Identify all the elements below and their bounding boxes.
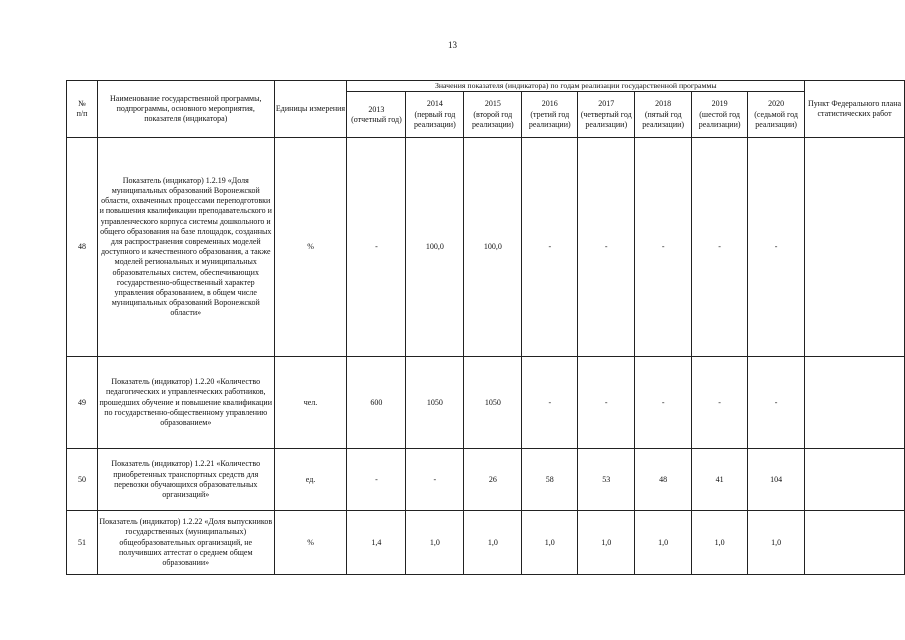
- row-number: 49: [67, 357, 98, 449]
- header-num: № п/п: [67, 81, 98, 138]
- indicator-name: Показатель (индикатор) 1.2.20 «Количество педагогических и управленческих работников, прошедших обучение и повышение квалификации по государственно-общественному управлению образованием»: [97, 357, 274, 449]
- header-year-cell: 2016 (третий год реализации): [522, 92, 578, 138]
- value-cell: 600: [347, 357, 406, 449]
- value-cell: 1,0: [522, 511, 578, 575]
- value-cell: -: [578, 138, 635, 357]
- value-cell: 1,0: [692, 511, 748, 575]
- value-cell: -: [635, 357, 692, 449]
- header-unit: Единицы измерения: [274, 81, 347, 138]
- header-year-cell: 2019 (шестой год реализации): [692, 92, 748, 138]
- value-cell: -: [522, 138, 578, 357]
- unit-cell: %: [274, 511, 347, 575]
- value-cell: -: [692, 357, 748, 449]
- table-row: [67, 357, 905, 449]
- value-cell: 100,0: [406, 138, 464, 357]
- indicator-name: Показатель (индикатор) 1.2.19 «Доля муниципальных образований Воронежской области, охваченных процессами переподготовки и повышения квалификации преподавательского и управленческого корпуса системы дошкольного и общего образования на базе площадок, созданных для распространения современных моделей доступного и качественного образования, а также моделей региональных и муниципальных образовательных систем, обеспечивающих государственно-общественный характер управления образованием, в общем числе муниципальных образований Воронежской области»: [97, 138, 274, 357]
- indicator-name: Показатель (индикатор) 1.2.21 «Количество приобретенных транспортных средств для перевозки обучающихся образовательных организаций»: [97, 449, 274, 511]
- header-values-group: Значения показателя (индикатора) по годам реализации государственной программы: [347, 81, 805, 92]
- value-cell: 1050: [464, 357, 522, 449]
- unit-cell: чел.: [274, 357, 347, 449]
- value-cell: -: [406, 449, 464, 511]
- value-cell: 26: [464, 449, 522, 511]
- row-number: 51: [67, 511, 98, 575]
- value-cell: -: [692, 138, 748, 357]
- value-cell: 53: [578, 449, 635, 511]
- value-cell: 1,0: [748, 511, 805, 575]
- header-year-cell: 2018 (пятый год реализации): [635, 92, 692, 138]
- header-year-cell: 2020 (седьмой год реализации): [748, 92, 805, 138]
- value-cell: 41: [692, 449, 748, 511]
- value-cell: 1050: [406, 357, 464, 449]
- header-year-cell: 2013 (отчетный год): [347, 92, 406, 138]
- value-cell: 1,0: [635, 511, 692, 575]
- plan-cell: [805, 449, 905, 511]
- value-cell: -: [635, 138, 692, 357]
- unit-cell: ед.: [274, 449, 347, 511]
- value-cell: -: [347, 449, 406, 511]
- value-cell: -: [578, 357, 635, 449]
- row-number: 48: [67, 138, 98, 357]
- page-number: 13: [448, 40, 457, 50]
- value-cell: 1,0: [464, 511, 522, 575]
- unit-cell: %: [274, 138, 347, 357]
- header-year-cell: 2014 (первый год реализации): [406, 92, 464, 138]
- value-cell: 1,0: [578, 511, 635, 575]
- indicators-table: [66, 80, 905, 575]
- value-cell: -: [748, 138, 805, 357]
- header-year-cell: 2017 (четвертый год реализации): [578, 92, 635, 138]
- value-cell: 48: [635, 449, 692, 511]
- value-cell: 1,0: [406, 511, 464, 575]
- plan-cell: [805, 138, 905, 357]
- value-cell: -: [347, 138, 406, 357]
- plan-cell: [805, 357, 905, 449]
- value-cell: -: [748, 357, 805, 449]
- header-year-cell: 2015 (второй год реализации): [464, 92, 522, 138]
- table-row: [67, 511, 905, 575]
- header-plan: Пункт Федерального плана статистических работ: [805, 81, 905, 138]
- value-cell: 100,0: [464, 138, 522, 357]
- value-cell: 104: [748, 449, 805, 511]
- indicator-name: Показатель (индикатор) 1.2.22 «Доля выпускников государственных (муниципальных) общеобразовательных организаций, не получивших аттестат о среднем общем образовании»: [97, 511, 274, 575]
- value-cell: 58: [522, 449, 578, 511]
- value-cell: -: [522, 357, 578, 449]
- table-row: [67, 449, 905, 511]
- value-cell: 1,4: [347, 511, 406, 575]
- table-row: [67, 138, 905, 357]
- header-name: Наименование государственной программы, подпрограммы, основного мероприятия, показателя (индикатора): [97, 81, 274, 138]
- row-number: 50: [67, 449, 98, 511]
- plan-cell: [805, 511, 905, 575]
